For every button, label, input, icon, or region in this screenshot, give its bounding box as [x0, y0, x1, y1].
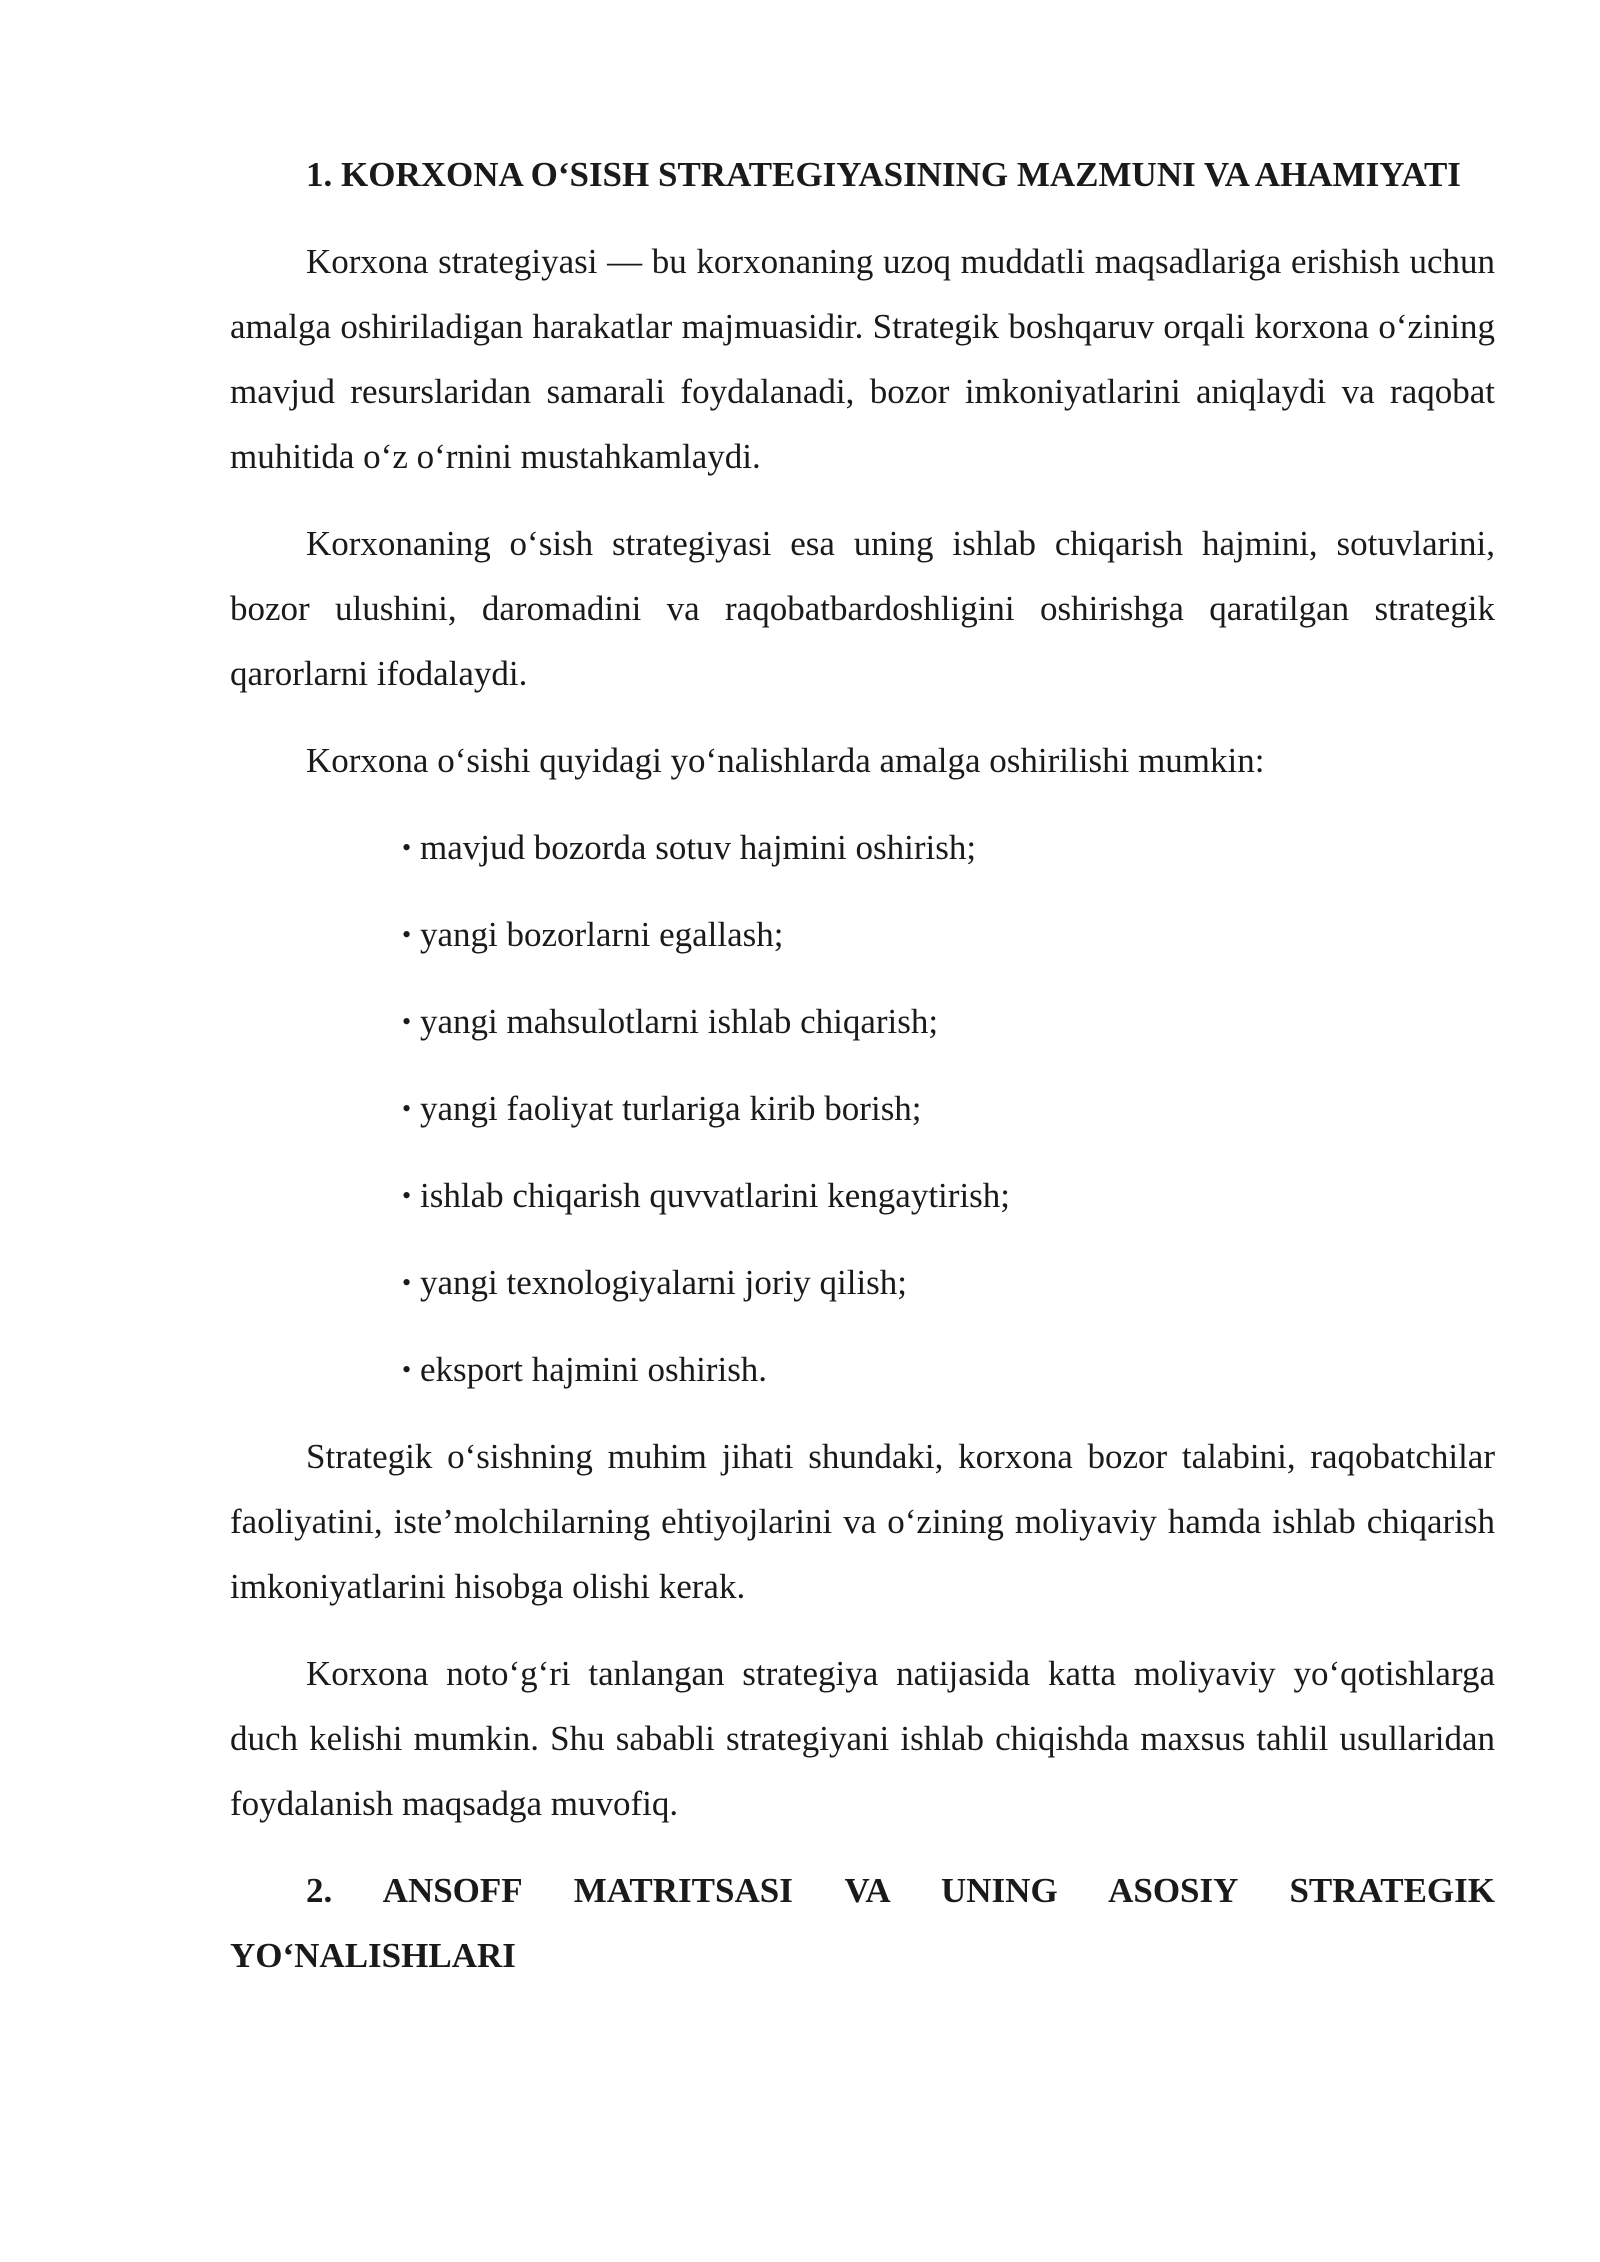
list-item — [230, 815, 1495, 880]
document-body — [230, 142, 1495, 2010]
bullet-icon: • — [402, 833, 412, 862]
list-item — [230, 1163, 1495, 1228]
list-item-text: ishlab chiqarish quvvatlarini kengaytirish; — [420, 1176, 1011, 1215]
list-item-text: yangi mahsulotlarni ishlab chiqarish; — [420, 1002, 939, 1041]
section-heading-2: 2. ANSOFF MATRITSASI VA UNING ASOSIY STRATEGIK YO‘NALISHLARI — [230, 1871, 1495, 1975]
bullet-icon: • — [402, 1355, 412, 1384]
paragraph-strategic-growth-aspect: Strategik o‘sishning muhim jihati shundaki, korxona bozor talabini, raqobatchilar faoliyatini, iste’molchilarning ehtiyojlarini va o‘zining moliyaviy hamda ishlab chiqarish imkoniyatlarini hisobga olishi kerak. — [230, 1437, 1495, 1606]
section-heading-1: 1. KORXONA O‘SISH STRATEGIYASINING MAZMUNI VA AHAMIYATI — [306, 155, 1461, 194]
paragraph-wrong-strategy-risk: Korxona noto‘g‘ri tanlangan strategiya natijasida katta moliyaviy yo‘qotishlarga duch kelishi mumkin. Shu sababli strategiyani ishlab chiqishda maxsus tahlil usullaridan foydalanish maqsadga muvofiq. — [230, 1654, 1495, 1823]
growth-directions-list — [230, 815, 1495, 1402]
bullet-icon: • — [402, 920, 412, 949]
bullet-icon: • — [402, 1181, 412, 1210]
bullet-icon: • — [402, 1007, 412, 1036]
list-item — [230, 1076, 1495, 1141]
bullet-icon: • — [402, 1268, 412, 1297]
list-item — [230, 1250, 1495, 1315]
list-item-text: yangi faoliyat turlariga kirib borish; — [420, 1089, 922, 1128]
list-item-text: eksport hajmini oshirish. — [420, 1350, 768, 1389]
list-item-text: yangi texnologiyalarni joriy qilish; — [420, 1263, 908, 1302]
list-item — [230, 1337, 1495, 1402]
list-item — [230, 902, 1495, 967]
paragraph-growth-strategy: Korxonaning o‘sish strategiyasi esa uning ishlab chiqarish hajmini, sotuvlarini, bozor ulushini, daromadini va raqobatbardoshligini oshirishga qaratilgan strategik qarorlarni ifodalaydi. — [230, 524, 1495, 693]
paragraph-strategy-definition: Korxona strategiyasi — bu korxonaning uzoq muddatli maqsadlariga erishish uchun amalga oshiriladigan harakatlar majmuasidir. Strategik boshqaruv orqali korxona o‘zining mavjud resurslaridan samarali foydalanadi, bozor imkoniyatlarini aniqlaydi va raqobat muhitida o‘z o‘rnini mustahkamlaydi. — [230, 242, 1495, 476]
list-item-text: mavjud bozorda sotuv hajmini oshirish; — [420, 828, 977, 867]
bullet-icon: • — [402, 1094, 412, 1123]
list-item — [230, 989, 1495, 1054]
list-item-text: yangi bozorlarni egallash; — [420, 915, 784, 954]
paragraph-growth-directions-intro: Korxona o‘sishi quyidagi yo‘nalishlarda amalga oshirilishi mumkin: — [306, 741, 1265, 780]
